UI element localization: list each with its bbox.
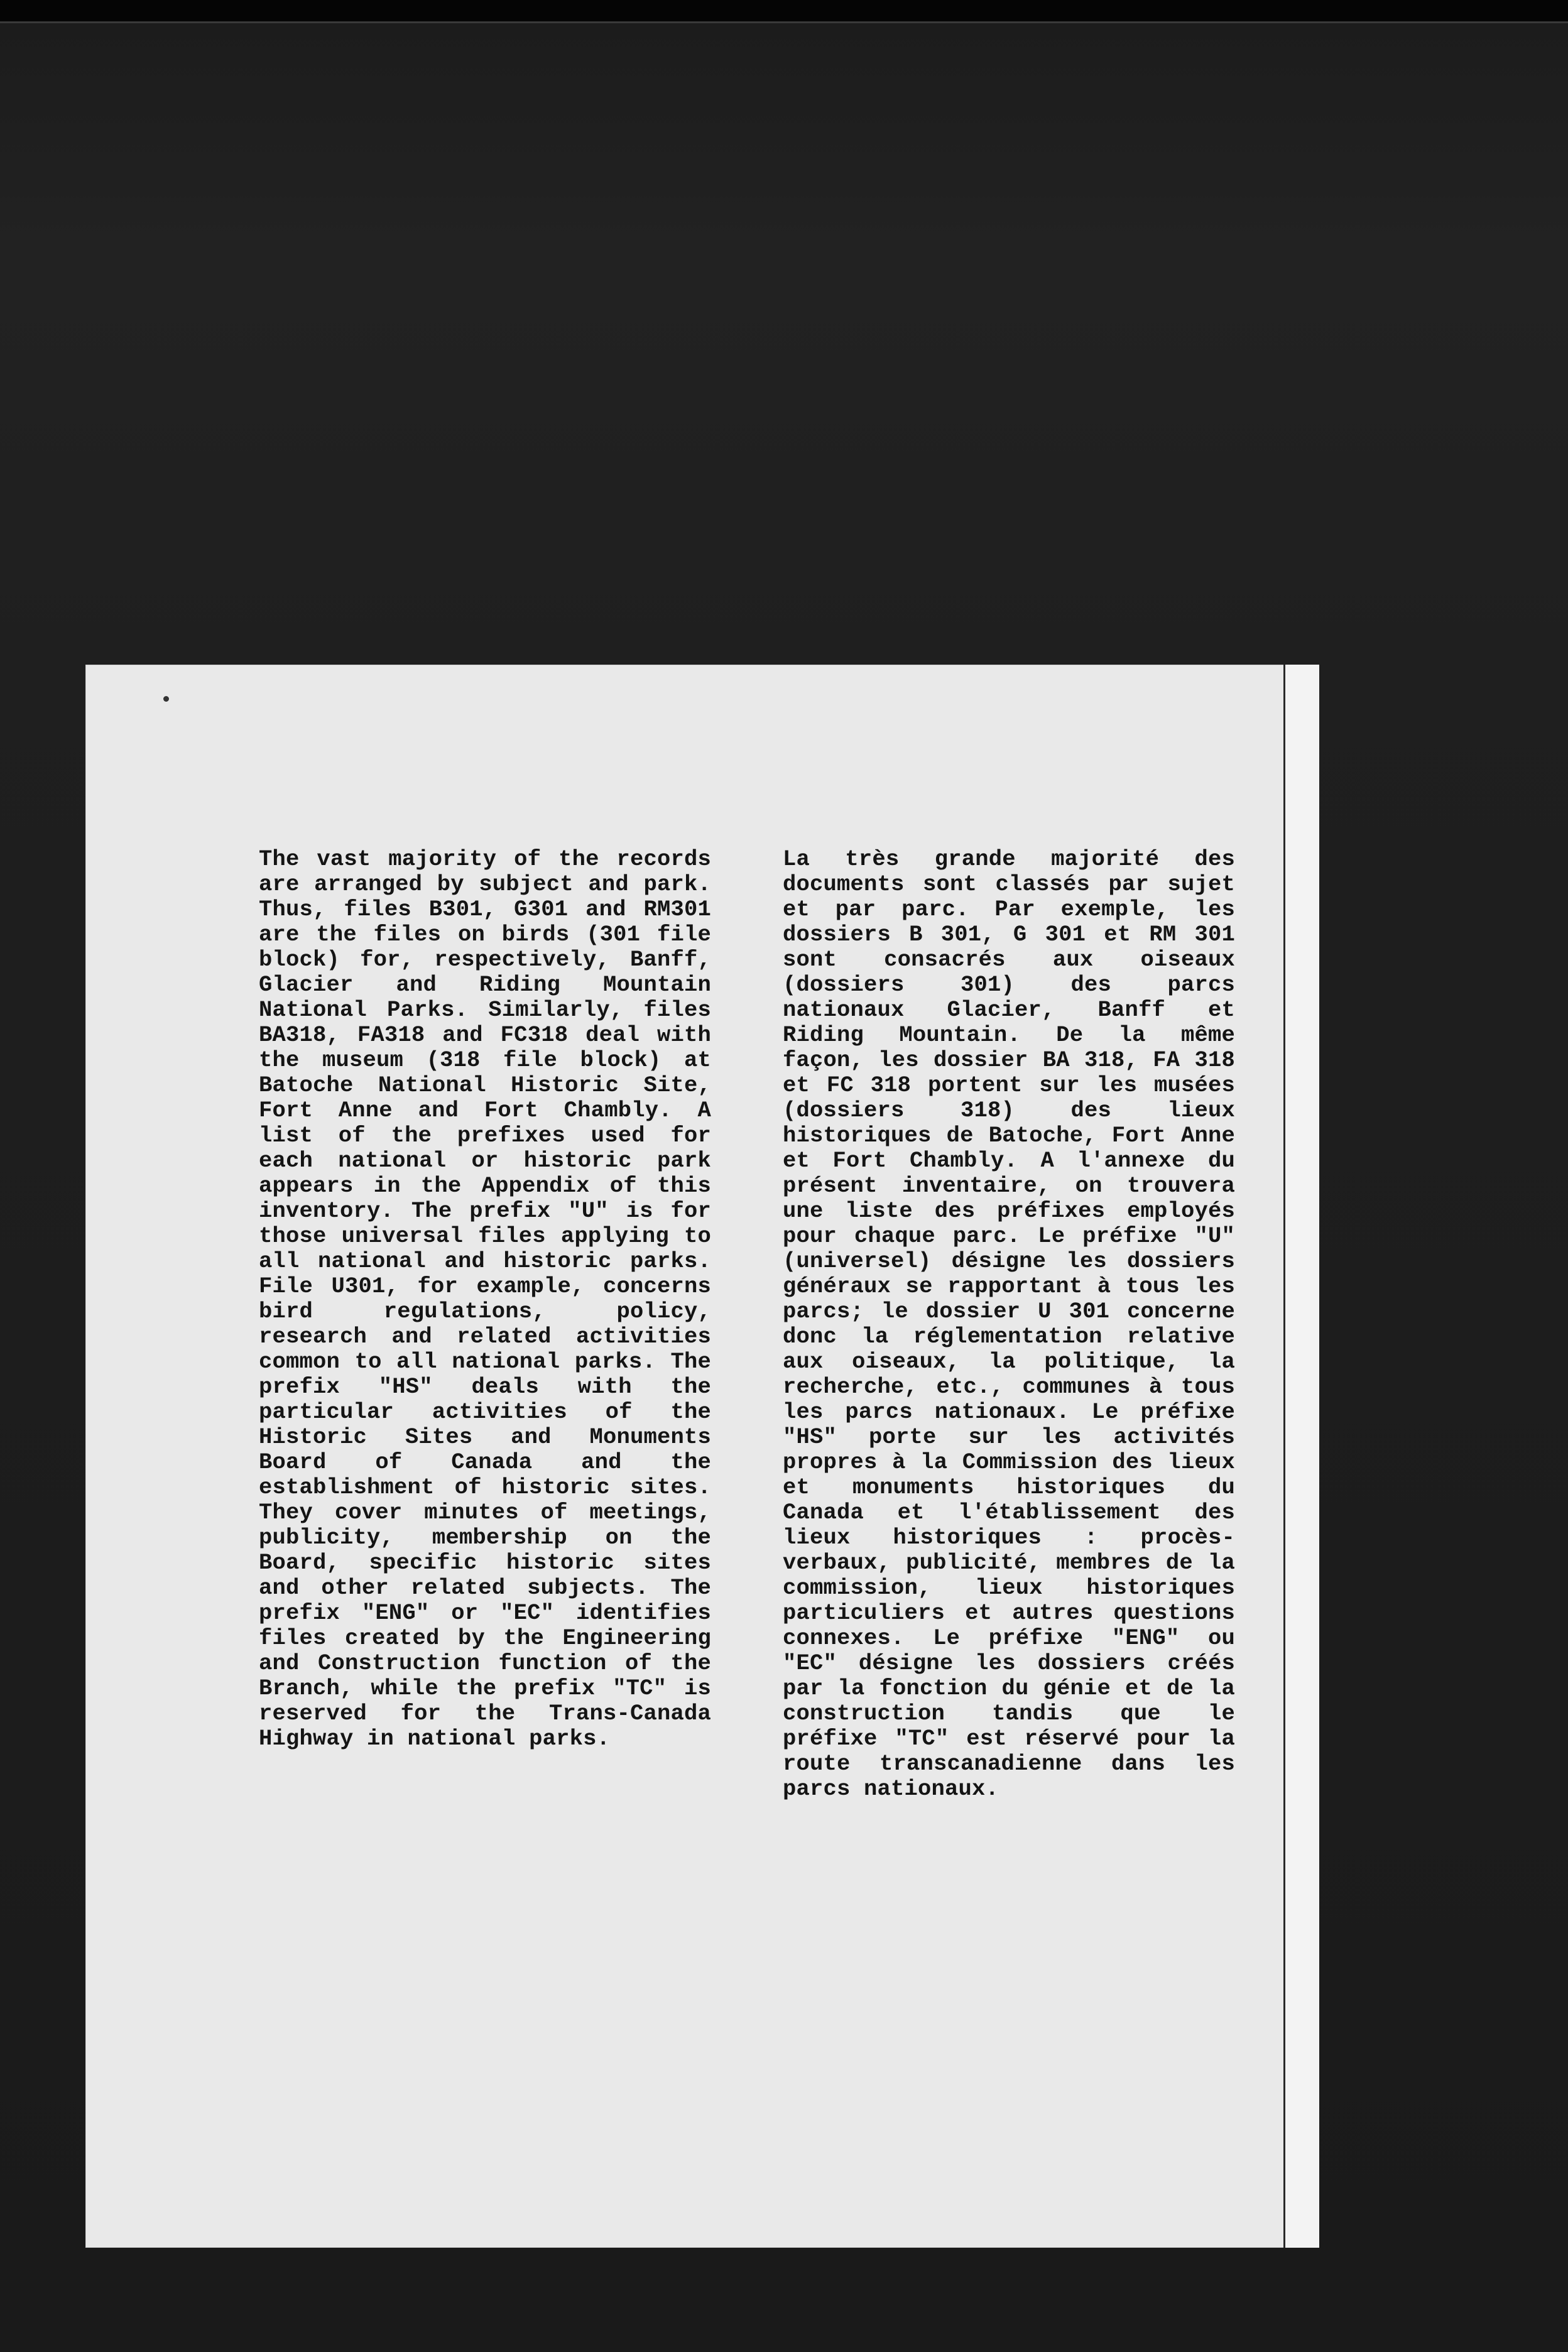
english-paragraph: The vast majority of the records are arranged by subject and park. Thus, files B301, G301 and RM301 are the files on birds (301 file block) for, respectively, Banff, Glacier and Riding Mountain National Parks. Similarly, files BA318, FA318 and FC318 deal with the museum (318 file block) at Batoche National Historic Site, Fort Anne and Fort Chambly. A list of the prefixes used for each national or historic park appears in the Appendix of this inventory. The prefix "U" is for those universal files applying to all national and historic parks. File U301, for example, concerns bird regulations, policy, research and related activities common to all national parks. The prefix "HS" deals with the particular activities of the Historic Sites and Monuments Board of Canada and the establishment of historic sites. They cover minutes of meetings, publicity, membership on the Board, specific historic sites and other related subjects. The prefix "ENG" or "EC" identifies files created by the Engineering and Construction function of the Branch, while the prefix "TC" is reserved for the Trans-Canada Highway in national parks. xyxy=(259,846,711,1751)
document-page xyxy=(85,665,1319,2248)
margin-dot xyxy=(163,696,169,702)
french-paragraph: La très grande majorité des documents sont classés par sujet et par parc. Par exemple, les dossiers B 301, G 301 et RM 301 sont consacrés aux oiseaux (dossiers 301) des parcs nationaux Glacier, Banff et Riding Mountain. De la même façon, les dossier BA 318, FA 318 et FC 318 portent sur les musées (dossiers 318) des lieux historiques de Batoche, Fort Anne et Fort Chambly. A l'annexe du présent inventaire, on trouvera une liste des préfixes employés pour chaque parc. Le préfixe "U" (universel) désigne les dossiers généraux se rapportant à tous les parcs; le dossier U 301 concerne donc la réglementation relative aux oiseaux, la politique, la recherche, etc., communes à tous les parcs nationaux. Le préfixe "HS" porte sur les activités propres à la Commission des lieux et monuments historiques du Canada et l'établissement des lieux historiques : procès-verbaux, publicité, membres de la commission, lieux historiques particuliers et autres questions connexes. Le préfixe "ENG" ou "EC" désigne les dossiers créés par la fonction du génie et de la construction tandis que le préfixe "TC" est réservé pour la route transcanadienne dans les parcs nationaux. xyxy=(783,846,1235,1802)
film-top-strip xyxy=(0,0,1568,23)
page-right-edge xyxy=(1283,665,1319,2248)
